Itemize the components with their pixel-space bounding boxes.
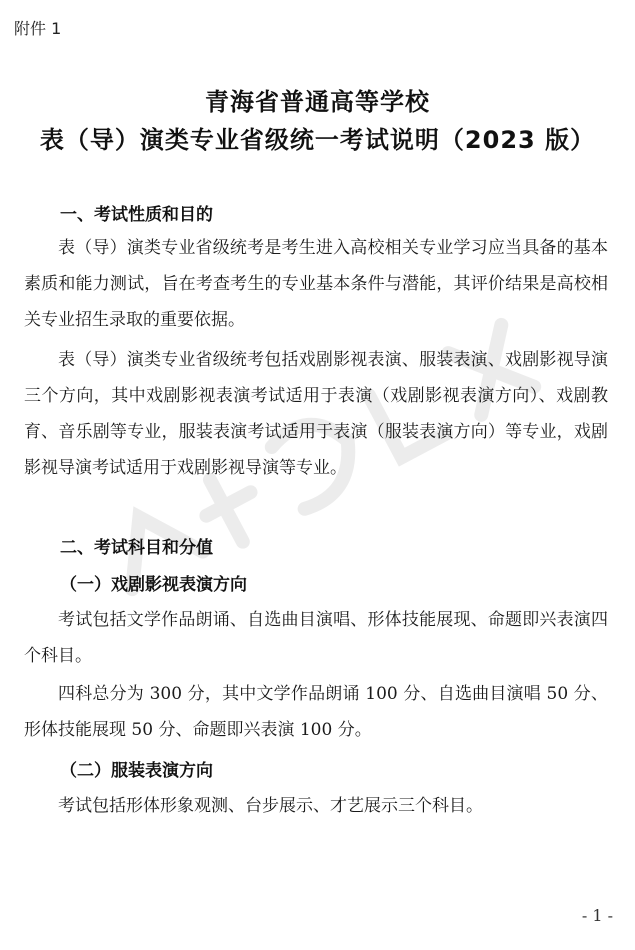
section2-heading: 二、考试科目和分值 <box>60 538 213 558</box>
subsection2-heading: （二）服装表演方向 <box>60 761 213 781</box>
attachment-label: 附件 1 <box>14 19 62 38</box>
document-title-line2: 表（导）演类专业省级统一考试说明（2023 版） <box>39 126 596 154</box>
section1-heading: 一、考试性质和目的 <box>60 205 213 225</box>
page-number: - 1 - <box>581 906 613 925</box>
section1-paragraph-2: 表（导）演类专业省级统考包括戏剧影视表演、服装表演、戏剧影视导演三个方向，其中戏剧影视表演考试适用于表演（戏剧影视表演方向）、戏剧教育、音乐剧等专业，服装表演考试适用于表演（服装表演方向）等专业，戏剧影视导演考试适用于戏剧影视导演等专业。 <box>24 350 608 478</box>
subsection1-paragraph-1: 考试包括文学作品朗诵、自选曲目演唱、形体技能展现、命题即兴表演四个科目。 <box>24 610 608 666</box>
subsection2-paragraph-1: 考试包括形体形象观测、台步展示、才艺展示三个科目。 <box>58 796 483 816</box>
section1-paragraph-1: 表（导）演类专业省级统考是考生进入高校相关专业学习应当具备的基本素质和能力测试，旨在考查考生的专业基本条件与潜能，其评价结果是高校相关专业招生录取的重要依据。 <box>24 238 608 330</box>
subsection1-paragraph-2: 四科总分为 300 分，其中文学作品朗诵 100 分、自选曲目演唱 50 分、形体技能展现 50 分、命题即兴表演 100 分。 <box>24 684 608 740</box>
document-title-line1: 青海省普通高等学校 <box>205 88 430 116</box>
subsection1-heading: （一）戏剧影视表演方向 <box>60 575 247 595</box>
